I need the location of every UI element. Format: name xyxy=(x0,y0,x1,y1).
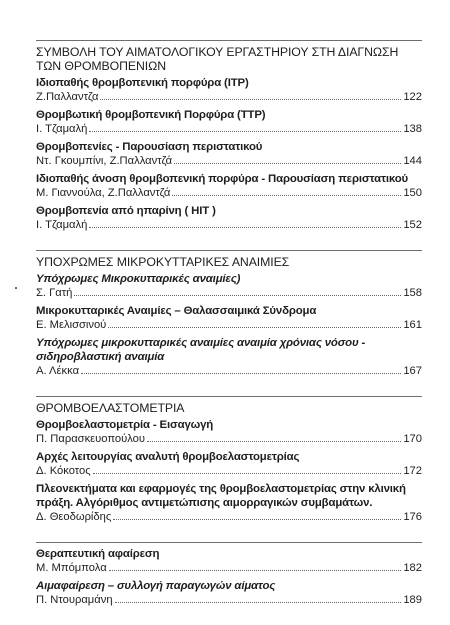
dot-leader xyxy=(100,99,401,100)
entry-title: Ιδιοπαθής άνοση θρομβοπενική πορφύρα - Παρουσίαση περιστατικού xyxy=(36,173,409,185)
toc-entry xyxy=(36,204,422,232)
entry-title: Θεραπευτική αφαίρεση xyxy=(36,548,160,560)
dot-leader xyxy=(147,441,401,442)
entry-author: Ι. Τζαμαλή xyxy=(36,219,88,231)
toc-entry xyxy=(36,336,422,378)
entry-author: Δ. Θεοδωρίδης xyxy=(36,511,112,523)
entry-page-number: 189 xyxy=(403,594,422,606)
toc-entry xyxy=(36,140,422,168)
entry-line xyxy=(36,364,422,378)
entry-title: Αρχές λειτουργίας αναλυτή θρομβοελαστομετρίας xyxy=(36,451,300,463)
entry-author: Σ. Γατή xyxy=(36,287,73,299)
toc-entry xyxy=(36,418,422,446)
entry-page-number: 152 xyxy=(403,219,422,231)
entry-page-number: 182 xyxy=(403,562,422,574)
toc-section xyxy=(36,40,422,232)
entry-line xyxy=(36,286,422,300)
toc-entry xyxy=(36,108,422,136)
dot-leader xyxy=(93,473,402,474)
section-title: ΥΠΟΧΡΩΜΕΣ ΜΙΚΡΟΚΥΤΤΑΡΙΚΕΣ ΑΝΑΙΜΙΕΣ xyxy=(36,255,290,269)
toc-entry xyxy=(36,579,422,607)
entry-line xyxy=(36,186,422,200)
toc-entry xyxy=(36,172,422,200)
entry-author: Ε. Μελισσινού xyxy=(36,319,107,331)
margin-speck xyxy=(15,287,17,289)
entry-page-number: 144 xyxy=(403,155,422,167)
entry-page-number: 122 xyxy=(403,91,422,103)
toc-entry xyxy=(36,304,422,332)
entry-author: Ντ. Γκουμπίνι, Ζ.Παλλαντζά xyxy=(36,155,173,167)
dot-leader xyxy=(172,195,401,196)
toc-entry xyxy=(36,272,422,300)
toc-entry xyxy=(36,76,422,104)
entry-title: Αιμαφαίρεση – συλλογή παραγωγών αίματος xyxy=(36,580,276,592)
entry-author: Ι. Τζαμαλή xyxy=(36,123,88,135)
dot-leader xyxy=(108,327,401,328)
entry-page-number: 167 xyxy=(403,365,422,377)
entry-title: Θρομβοπενία από ηπαρίνη ( HIT ) xyxy=(36,205,216,217)
toc-section xyxy=(36,542,422,607)
toc-entry xyxy=(36,547,422,575)
entry-title: Πλεονεκτήματα και εφαρμογές της θρομβοελαστομετρίας στην κλινική πράξη. Αλγόριθμος αντιμετώπισης αιμορραγικών συμβαμάτων. xyxy=(36,483,406,509)
entry-author: Α. Λέκκα xyxy=(36,365,80,377)
entry-author: Π. Ντουραμάνη xyxy=(36,594,113,606)
dot-leader xyxy=(174,163,401,164)
section-title: ΣΥΜΒΟΛΗ ΤΟΥ ΑΙΜΑΤΟΛΟΓΙΚΟΥ ΕΡΓΑΣΤΗΡΙΟΥ ΣΤΗ ΔΙΑΓΝΩΣΗ ΤΩΝ ΘΡΟΜΒΟΠΕΝΙΩΝ xyxy=(36,45,399,73)
entry-author: Μ. Μπόμπολα xyxy=(36,562,107,574)
entry-page-number: 176 xyxy=(403,511,422,523)
toc-section xyxy=(36,250,422,378)
entry-title: Υπόχρωμες Μικροκυτταρικές αναιμίες) xyxy=(36,273,241,285)
entry-author: Δ. Κόκοτος xyxy=(36,465,91,477)
dot-leader xyxy=(74,295,401,296)
entry-page-number: 170 xyxy=(403,433,422,445)
entry-line xyxy=(36,432,422,446)
entry-page-number: 158 xyxy=(403,287,422,299)
entry-title: Μικροκυτταρικές Αναιμίες – Θαλασσαιμικά Σύνδρομα xyxy=(36,305,317,317)
entry-line xyxy=(36,154,422,168)
toc-section xyxy=(36,396,422,524)
entry-author: Ζ.Παλλαντζα xyxy=(36,91,99,103)
entry-title: Θρομβωτική θρομβοπενική Πορφύρα (TTP) xyxy=(36,109,266,121)
entry-author: Μ. Γιαννούλα, Ζ.Παλλαντζά xyxy=(36,187,171,199)
entry-title: Θρομβοελαστομετρία - Εισαγωγή xyxy=(36,419,214,431)
entry-line xyxy=(36,510,422,524)
dot-leader xyxy=(81,373,401,374)
entry-title: Θρομβοπενίες - Παρουσίαση περιστατικού xyxy=(36,141,263,153)
entry-title: Υπόχρωμες μικροκυτταρικές αναιμίες αναιμία χρόνιας νόσου - σιδηροβλαστική αναιμία xyxy=(36,337,366,363)
entry-page-number: 138 xyxy=(403,123,422,135)
toc-entry xyxy=(36,450,422,478)
entry-page-number: 150 xyxy=(403,187,422,199)
toc-entry xyxy=(36,482,422,524)
dot-leader xyxy=(89,131,401,132)
entry-line xyxy=(36,218,422,232)
section-title: ΘΡΟΜΒΟΕΛΑΣΤΟΜΕΤΡΙΑ xyxy=(36,401,185,415)
entry-line xyxy=(36,464,422,478)
entry-line xyxy=(36,593,422,607)
entry-page-number: 172 xyxy=(403,465,422,477)
entry-title: Ιδιοπαθής θρομβοπενική πορφύρα (ITP) xyxy=(36,77,249,89)
entry-line xyxy=(36,561,422,575)
dot-leader xyxy=(115,602,402,603)
table-of-contents xyxy=(36,40,422,625)
entry-page-number: 161 xyxy=(403,319,422,331)
entry-line xyxy=(36,122,422,136)
dot-leader xyxy=(113,519,401,520)
dot-leader xyxy=(89,227,401,228)
entry-line xyxy=(36,318,422,332)
entry-author: Π. Παρασκευοπούλου xyxy=(36,433,146,445)
dot-leader xyxy=(109,570,402,571)
entry-line xyxy=(36,90,422,104)
